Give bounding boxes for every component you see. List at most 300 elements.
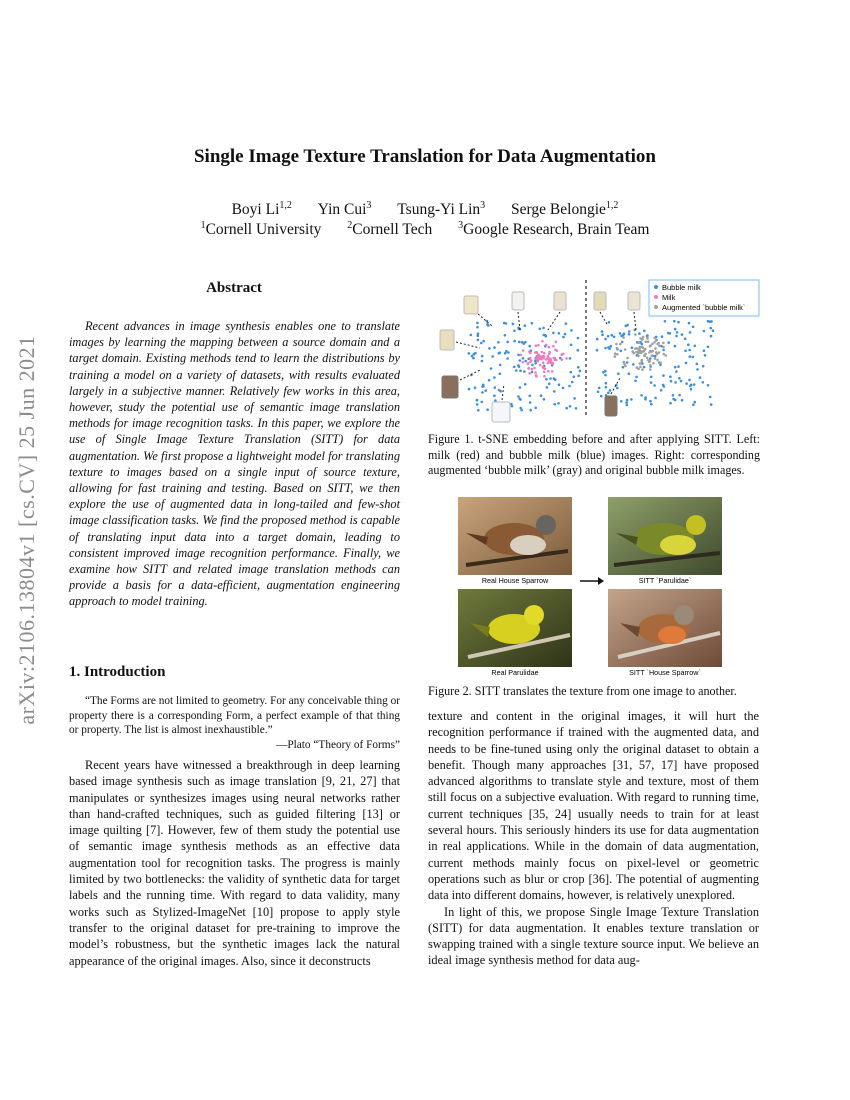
tsne-point-augmented bbox=[638, 349, 641, 352]
tsne-point-bubble-milk bbox=[470, 334, 473, 337]
tsne-point-bubble-milk bbox=[662, 384, 665, 387]
tsne-point-bubble-milk bbox=[654, 397, 657, 400]
tsne-point-milk bbox=[548, 346, 551, 349]
tsne-point-milk bbox=[547, 370, 550, 373]
tsne-point-bubble-milk bbox=[626, 399, 629, 402]
tsne-point-bubble-milk bbox=[505, 322, 508, 325]
tsne-point-bubble-milk bbox=[664, 320, 667, 323]
tsne-point-bubble-milk bbox=[504, 334, 507, 337]
tsne-point-bubble-milk bbox=[649, 400, 652, 403]
tsne-point-milk bbox=[540, 355, 543, 358]
tsne-right-points bbox=[596, 320, 715, 406]
tsne-point-bubble-milk bbox=[473, 353, 476, 356]
tsne-point-bubble-milk bbox=[681, 399, 684, 402]
tsne-point-bubble-milk bbox=[542, 327, 545, 330]
tsne-point-augmented bbox=[644, 348, 647, 351]
tsne-point-milk bbox=[561, 358, 564, 361]
tsne-point-bubble-milk bbox=[476, 399, 479, 402]
tsne-point-bubble-milk bbox=[505, 350, 508, 353]
tsne-point-augmented bbox=[649, 345, 652, 348]
tsne-point-bubble-milk bbox=[689, 385, 692, 388]
tsne-point-bubble-milk bbox=[628, 330, 631, 333]
tsne-point-augmented bbox=[649, 364, 652, 367]
tsne-point-bubble-milk bbox=[481, 401, 484, 404]
tsne-point-bubble-milk bbox=[482, 384, 485, 387]
author: Yin Cui$^3$ bbox=[317, 200, 372, 219]
tsne-point-bubble-milk bbox=[688, 379, 691, 382]
tsne-point-bubble-milk bbox=[703, 330, 706, 333]
tsne-point-bubble-milk bbox=[674, 399, 677, 402]
tsne-point-bubble-milk bbox=[688, 322, 691, 325]
tsne-point-augmented bbox=[659, 362, 662, 365]
tsne-point-bubble-milk bbox=[598, 387, 601, 390]
tsne-point-bubble-milk bbox=[506, 357, 509, 360]
tsne-point-bubble-milk bbox=[702, 365, 705, 368]
tsne-point-milk bbox=[529, 360, 532, 363]
tsne-point-bubble-milk bbox=[545, 378, 548, 381]
tsne-point-bubble-milk bbox=[707, 346, 710, 349]
tsne-point-bubble-milk bbox=[518, 341, 521, 344]
tsne-point-bubble-milk bbox=[498, 389, 501, 392]
tsne-point-bubble-milk bbox=[524, 324, 527, 327]
photo-sitt-house-sparrow bbox=[608, 589, 722, 667]
tsne-point-milk bbox=[551, 370, 554, 373]
tsne-point-bubble-milk bbox=[525, 360, 528, 363]
epigraph-attribution: —Plato “Theory of Forms” bbox=[276, 738, 400, 751]
tsne-point-bubble-milk bbox=[548, 383, 551, 386]
tsne-point-bubble-milk bbox=[476, 322, 479, 325]
tsne-point-bubble-milk bbox=[604, 338, 607, 341]
tsne-point-augmented bbox=[658, 351, 661, 354]
tsne-point-bubble-milk bbox=[650, 376, 653, 379]
figure-2-birds bbox=[458, 497, 730, 679]
tsne-point-bubble-milk bbox=[693, 383, 696, 386]
tsne-point-bubble-milk bbox=[626, 361, 629, 364]
tsne-point-augmented bbox=[652, 362, 655, 365]
tsne-point-bubble-milk bbox=[660, 389, 663, 392]
tsne-point-augmented bbox=[634, 333, 637, 336]
tsne-point-bubble-milk bbox=[513, 340, 516, 343]
tsne-point-bubble-milk bbox=[545, 335, 548, 338]
tsne-point-bubble-milk bbox=[709, 396, 712, 399]
tsne-point-bubble-milk bbox=[631, 346, 634, 349]
tsne-point-augmented bbox=[641, 346, 644, 349]
author: Boyi Li$^{1,2}$ bbox=[231, 200, 292, 219]
tsne-point-bubble-milk bbox=[678, 394, 681, 397]
tsne-point-bubble-milk bbox=[650, 403, 653, 406]
tsne-point-augmented bbox=[638, 341, 641, 344]
tsne-point-bubble-milk bbox=[611, 334, 614, 337]
tsne-point-bubble-milk bbox=[709, 320, 712, 323]
tsne-point-augmented bbox=[652, 350, 655, 353]
tsne-point-augmented bbox=[614, 355, 617, 358]
tsne-point-bubble-milk bbox=[625, 401, 628, 404]
intro-paragraph: Recent years have witnessed a breakthrough in deep learning based image synthesis such as image translation [9, 21, 27] that manipulates or synthesizes images using neural networks rather than hand-crafted techniques, such as guided filtering [13] or image quilting [7]. However, few of them study the potential use of semantic image synthesis methods as an effective data augmentation tool for recognition tasks. The progress is mainly limited by two bottlenecks: the validity of synthetic data for target labels and the running time. With regard to data validity, many works such as Stylized-ImageNet [10] propose to apply style transfer to the original dataset for pre-training to improve the model’s robustness, but the synthetic images lack the natural appearance of the original images. Also, since it deconstructs bbox=[69, 758, 400, 968]
tsne-point-augmented bbox=[639, 366, 642, 369]
epigraph bbox=[69, 694, 400, 752]
tsne-point-milk bbox=[527, 363, 530, 366]
tsne-point-bubble-milk bbox=[523, 370, 526, 373]
tsne-point-bubble-milk bbox=[709, 327, 712, 330]
tsne-point-milk bbox=[565, 357, 568, 360]
tsne-point-bubble-milk bbox=[677, 365, 680, 368]
tsne-point-bubble-milk bbox=[675, 335, 678, 338]
tsne-point-augmented bbox=[646, 337, 649, 340]
tsne-point-milk bbox=[535, 375, 538, 378]
tsne-point-bubble-milk bbox=[494, 386, 497, 389]
tsne-point-milk bbox=[552, 362, 555, 365]
tsne-point-milk bbox=[535, 351, 538, 354]
tsne-point-bubble-milk bbox=[600, 395, 603, 398]
tsne-point-bubble-milk bbox=[499, 372, 502, 375]
tsne-point-bubble-milk bbox=[488, 379, 491, 382]
section-heading-introduction: 1. Introduction bbox=[69, 664, 166, 680]
tsne-point-bubble-milk bbox=[575, 407, 578, 410]
tsne-point-milk bbox=[531, 368, 534, 371]
tsne-point-augmented bbox=[635, 351, 638, 354]
tsne-point-bubble-milk bbox=[702, 381, 705, 384]
tsne-point-bubble-milk bbox=[517, 395, 520, 398]
tsne-point-bubble-milk bbox=[558, 383, 561, 386]
figure-1-caption: Figure 1. t-SNE embedding before and after applying SITT. Left: milk (red) and bubble milk (blue) images. Right: corresponding augmented ‘bubble milk’ (gray) and original bubble milk images. bbox=[428, 432, 760, 477]
tsne-point-bubble-milk bbox=[506, 341, 509, 344]
tsne-point-bubble-milk bbox=[579, 370, 582, 373]
tsne-point-bubble-milk bbox=[517, 364, 520, 367]
tsne-point-bubble-milk bbox=[674, 328, 677, 331]
tsne-point-bubble-milk bbox=[468, 352, 471, 355]
tsne-point-bubble-milk bbox=[712, 329, 715, 332]
figure-2-caption: Figure 2. SITT translates the texture from one image to another. bbox=[428, 684, 737, 698]
tsne-point-bubble-milk bbox=[477, 409, 480, 412]
tsne-point-milk bbox=[528, 372, 531, 375]
tsne-point-bubble-milk bbox=[640, 394, 643, 397]
tsne-point-augmented bbox=[644, 341, 647, 344]
tsne-point-milk bbox=[537, 344, 540, 347]
tsne-point-bubble-milk bbox=[602, 371, 605, 374]
tsne-point-augmented bbox=[663, 353, 666, 356]
photo-real-house-sparrow bbox=[458, 497, 572, 575]
tsne-point-milk bbox=[543, 371, 546, 374]
tsne-point-bubble-milk bbox=[694, 401, 697, 404]
tsne-point-milk bbox=[536, 360, 539, 363]
tsne-point-bubble-milk bbox=[493, 394, 496, 397]
legend-marker-milk bbox=[654, 295, 658, 299]
author-list bbox=[0, 200, 850, 219]
tsne-point-bubble-milk bbox=[699, 376, 702, 379]
tsne-point-bubble-milk bbox=[480, 342, 483, 345]
epigraph-text: “The Forms are not limited to geometry. For any conceivable thing or property there is a corresponding Form, a perfect example of that thing or property. The list is almost inexhaustible.” bbox=[69, 695, 400, 736]
legend-marker-bubble bbox=[654, 285, 658, 289]
tsne-point-milk bbox=[535, 344, 538, 347]
tsne-point-bubble-milk bbox=[534, 362, 537, 365]
tsne-point-bubble-milk bbox=[558, 332, 561, 335]
tsne-point-bubble-milk bbox=[621, 341, 624, 344]
tsne-point-bubble-milk bbox=[477, 332, 480, 335]
tsne-point-bubble-milk bbox=[634, 380, 637, 383]
tsne-point-bubble-milk bbox=[512, 323, 515, 326]
tsne-point-bubble-milk bbox=[488, 347, 491, 350]
tsne-point-bubble-milk bbox=[493, 346, 496, 349]
tsne-point-bubble-milk bbox=[677, 321, 680, 324]
tsne-point-bubble-milk bbox=[667, 341, 670, 344]
legend-marker-augmented bbox=[654, 305, 658, 309]
tsne-point-bubble-milk bbox=[684, 337, 687, 340]
tsne-point-bubble-milk bbox=[673, 320, 676, 323]
tsne-point-bubble-milk bbox=[577, 337, 580, 340]
tsne-point-bubble-milk bbox=[596, 338, 599, 341]
tsne-point-augmented bbox=[622, 336, 625, 339]
tsne-point-milk bbox=[542, 361, 545, 364]
tsne-point-milk bbox=[522, 361, 525, 364]
tsne-point-augmented bbox=[623, 363, 626, 366]
tsne-point-augmented bbox=[641, 368, 644, 371]
legend-bubble-milk: Bubble milk bbox=[662, 283, 701, 292]
tsne-point-augmented bbox=[631, 350, 634, 353]
tsne-point-bubble-milk bbox=[643, 330, 646, 333]
tsne-left-points bbox=[468, 320, 582, 412]
tsne-point-bubble-milk bbox=[688, 349, 691, 352]
tsne-point-bubble-milk bbox=[710, 335, 713, 338]
tsne-point-bubble-milk bbox=[680, 380, 683, 383]
tsne-point-augmented bbox=[651, 355, 654, 358]
tsne-point-augmented bbox=[634, 347, 637, 350]
tsne-point-bubble-milk bbox=[472, 357, 475, 360]
tsne-point-augmented bbox=[656, 359, 659, 362]
tsne-point-bubble-milk bbox=[604, 347, 607, 350]
tsne-point-bubble-milk bbox=[529, 395, 532, 398]
tsne-point-bubble-milk bbox=[609, 389, 612, 392]
tsne-point-bubble-milk bbox=[628, 372, 631, 375]
tsne-point-augmented bbox=[639, 362, 642, 365]
tsne-point-bubble-milk bbox=[519, 370, 522, 373]
tsne-point-bubble-milk bbox=[692, 326, 695, 329]
tsne-point-augmented bbox=[637, 355, 640, 358]
tsne-point-milk bbox=[560, 353, 563, 356]
tsne-point-bubble-milk bbox=[569, 357, 572, 360]
tsne-point-augmented bbox=[641, 338, 644, 341]
tsne-point-bubble-milk bbox=[605, 386, 608, 389]
tsne-point-milk bbox=[544, 367, 547, 370]
tsne-point-augmented bbox=[646, 356, 649, 359]
tsne-point-bubble-milk bbox=[619, 332, 622, 335]
tsne-point-bubble-milk bbox=[597, 391, 600, 394]
tsne-point-bubble-milk bbox=[486, 408, 489, 411]
photo-real-parulidae bbox=[458, 589, 572, 667]
affiliation: $^2$Cornell Tech bbox=[347, 220, 433, 239]
label-sitt-house-sparrow: SITT `House Sparrow` bbox=[629, 668, 701, 677]
tsne-point-bubble-milk bbox=[557, 402, 560, 405]
tsne-point-bubble-milk bbox=[477, 339, 480, 342]
tsne-point-bubble-milk bbox=[622, 366, 625, 369]
tsne-point-bubble-milk bbox=[672, 394, 675, 397]
tsne-point-bubble-milk bbox=[524, 383, 527, 386]
tsne-point-bubble-milk bbox=[681, 333, 684, 336]
tsne-point-bubble-milk bbox=[613, 336, 616, 339]
tsne-point-bubble-milk bbox=[669, 375, 672, 378]
tsne-point-milk bbox=[537, 353, 540, 356]
arxiv-identifier-sidebar bbox=[2, 300, 52, 760]
tsne-point-bubble-milk bbox=[710, 403, 713, 406]
tsne-point-bubble-milk bbox=[617, 372, 620, 375]
tsne-point-bubble-milk bbox=[476, 326, 479, 329]
tsne-point-milk bbox=[522, 349, 525, 352]
figure-1-tsne bbox=[428, 276, 760, 424]
tsne-point-augmented bbox=[662, 342, 665, 345]
tsne-point-bubble-milk bbox=[468, 388, 471, 391]
tsne-point-bubble-milk bbox=[471, 355, 474, 358]
photo-sitt-parulidae bbox=[608, 497, 722, 575]
tsne-point-bubble-milk bbox=[684, 350, 687, 353]
tsne-point-augmented bbox=[615, 343, 618, 346]
tsne-point-bubble-milk bbox=[623, 332, 626, 335]
tsne-point-bubble-milk bbox=[577, 349, 580, 352]
tsne-point-bubble-milk bbox=[490, 367, 493, 370]
tsne-point-bubble-milk bbox=[513, 366, 516, 369]
tsne-point-milk bbox=[542, 366, 545, 369]
tsne-point-bubble-milk bbox=[539, 328, 542, 331]
tsne-point-bubble-milk bbox=[474, 386, 477, 389]
tsne-point-augmented bbox=[642, 336, 645, 339]
tsne-point-bubble-milk bbox=[552, 332, 555, 335]
tsne-point-bubble-milk bbox=[562, 336, 565, 339]
tsne-point-bubble-milk bbox=[523, 342, 526, 345]
paper-title: Single Image Texture Translation for Data Augmentation bbox=[193, 146, 656, 167]
abstract-heading: Abstract bbox=[206, 280, 262, 296]
tsne-point-bubble-milk bbox=[687, 343, 690, 346]
tsne-point-bubble-milk bbox=[601, 333, 604, 336]
tsne-point-bubble-milk bbox=[497, 341, 500, 344]
author: Serge Belongie$^{1,2}$ bbox=[511, 200, 619, 219]
tsne-point-augmented bbox=[655, 351, 658, 354]
intro-column-right bbox=[428, 708, 759, 969]
tsne-point-bubble-milk bbox=[676, 331, 679, 334]
tsne-point-milk bbox=[545, 344, 548, 347]
tsne-point-bubble-milk bbox=[616, 387, 619, 390]
tsne-point-bubble-milk bbox=[577, 366, 580, 369]
tsne-point-milk bbox=[534, 371, 537, 374]
tsne-point-augmented bbox=[651, 343, 654, 346]
intro-column-left bbox=[69, 757, 400, 969]
tsne-point-augmented bbox=[626, 357, 629, 360]
tsne-point-bubble-milk bbox=[534, 407, 537, 410]
tsne-point-milk bbox=[541, 351, 544, 354]
tsne-point-bubble-milk bbox=[573, 397, 576, 400]
tsne-point-milk bbox=[555, 349, 558, 352]
tsne-point-bubble-milk bbox=[632, 363, 635, 366]
tsne-point-bubble-milk bbox=[519, 359, 522, 362]
tsne-point-bubble-milk bbox=[568, 385, 571, 388]
author: Tsung-Yi Lin$^3$ bbox=[397, 200, 486, 219]
tsne-point-milk bbox=[528, 367, 531, 370]
abstract-text: Recent advances in image synthesis enables one to translate images by learning the mapping between a source domain and a target domain. Existing methods tend to learn the distributions by training a model on a variety of datasets, with results evaluated largely in a subjective manner. Relatively few works in this area, however, study the potential use of semantic image translation methods for image recognition tasks. In this paper, we explore the use of Single Image Texture Translation (SITT) for data augmentation. We first propose a lightweight model for translating texture to images based on a single input of source texture, allowing for fast training and testing. Based on SITT, we then explore the use of augmented data in long-tailed and few-shot image classification tasks. We find the proposed method is capable of translating input data into a target domain, leading to consistent improved image recognition performance. Finally, we examine how SITT and related image translation methods can provide a basis for a data-efficient, augmentation engineering approach to model training. bbox=[69, 319, 400, 609]
tsne-point-bubble-milk bbox=[635, 376, 638, 379]
tsne-point-bubble-milk bbox=[704, 354, 707, 357]
tsne-point-milk bbox=[555, 341, 558, 344]
tsne-point-bubble-milk bbox=[670, 380, 673, 383]
tsne-point-bubble-milk bbox=[661, 335, 664, 338]
tsne-point-bubble-milk bbox=[607, 346, 610, 349]
tsne-point-bubble-milk bbox=[696, 363, 699, 366]
tsne-point-bubble-milk bbox=[531, 322, 534, 325]
tsne-point-bubble-milk bbox=[499, 351, 502, 354]
tsne-point-milk bbox=[552, 345, 555, 348]
tsne-point-bubble-milk bbox=[481, 391, 484, 394]
tsne-point-bubble-milk bbox=[638, 332, 641, 335]
tsne-point-bubble-milk bbox=[667, 332, 670, 335]
tsne-point-bubble-milk bbox=[540, 394, 543, 397]
tsne-point-bubble-milk bbox=[571, 381, 574, 384]
tsne-point-bubble-milk bbox=[565, 407, 568, 410]
tsne-point-bubble-milk bbox=[696, 368, 699, 371]
tsne-point-bubble-milk bbox=[626, 404, 629, 407]
tsne-point-bubble-milk bbox=[641, 343, 644, 346]
tsne-point-augmented bbox=[647, 340, 650, 343]
tsne-point-bubble-milk bbox=[689, 331, 692, 334]
tsne-point-bubble-milk bbox=[703, 349, 706, 352]
tsne-point-milk bbox=[542, 357, 545, 360]
legend-augmented: Augmented `bubble milk` bbox=[662, 303, 746, 312]
arrow-head bbox=[598, 577, 604, 585]
tsne-point-bubble-milk bbox=[482, 340, 485, 343]
tsne-point-bubble-milk bbox=[675, 370, 678, 373]
tsne-point-milk bbox=[543, 352, 546, 355]
tsne-point-bubble-milk bbox=[685, 362, 688, 365]
tsne-point-bubble-milk bbox=[654, 355, 657, 358]
tsne-point-milk bbox=[536, 356, 539, 359]
tsne-point-augmented bbox=[624, 348, 627, 351]
tsne-point-bubble-milk bbox=[692, 403, 695, 406]
tsne-point-bubble-milk bbox=[649, 357, 652, 360]
tsne-point-bubble-milk bbox=[529, 401, 532, 404]
affiliation: $^3$Google Research, Brain Team bbox=[458, 220, 650, 239]
tsne-point-bubble-milk bbox=[515, 369, 518, 372]
tsne-point-milk bbox=[555, 359, 558, 362]
tsne-point-augmented bbox=[649, 368, 652, 371]
tsne-point-bubble-milk bbox=[605, 382, 608, 385]
tsne-point-bubble-milk bbox=[674, 366, 677, 369]
tsne-point-bubble-milk bbox=[481, 360, 484, 363]
tsne-point-augmented bbox=[653, 337, 656, 340]
tsne-point-bubble-milk bbox=[513, 330, 516, 333]
tsne-point-augmented bbox=[654, 347, 657, 350]
tsne-point-bubble-milk bbox=[604, 374, 607, 377]
tsne-point-augmented bbox=[614, 352, 617, 355]
tsne-point-bubble-milk bbox=[570, 371, 573, 374]
tsne-point-bubble-milk bbox=[570, 329, 573, 332]
tsne-point-bubble-milk bbox=[543, 398, 546, 401]
arxiv-id: arXiv:2106.13804v1 [cs.CV] 25 Jun 2021 bbox=[14, 335, 39, 725]
tsne-point-augmented bbox=[616, 353, 619, 356]
tsne-point-bubble-milk bbox=[553, 403, 556, 406]
tsne-point-bubble-milk bbox=[644, 398, 647, 401]
label-real-parulidae: Real Parulidae bbox=[491, 668, 539, 677]
tsne-point-milk bbox=[541, 340, 544, 343]
tsne-point-bubble-milk bbox=[529, 409, 532, 412]
tsne-point-milk bbox=[529, 357, 532, 360]
tsne-point-augmented bbox=[662, 346, 665, 349]
tsne-point-bubble-milk bbox=[620, 400, 623, 403]
tsne-point-bubble-milk bbox=[610, 345, 613, 348]
tsne-point-bubble-milk bbox=[565, 322, 568, 325]
tsne-point-bubble-milk bbox=[689, 355, 692, 358]
affiliation: $^1$Cornell University bbox=[200, 220, 322, 239]
label-real-house-sparrow: Real House Sparrow bbox=[481, 576, 549, 585]
tsne-point-bubble-milk bbox=[674, 381, 677, 384]
tsne-point-bubble-milk bbox=[690, 388, 693, 391]
tsne-point-milk bbox=[519, 354, 522, 357]
tsne-point-bubble-milk bbox=[626, 324, 629, 327]
tsne-point-bubble-milk bbox=[562, 387, 565, 390]
